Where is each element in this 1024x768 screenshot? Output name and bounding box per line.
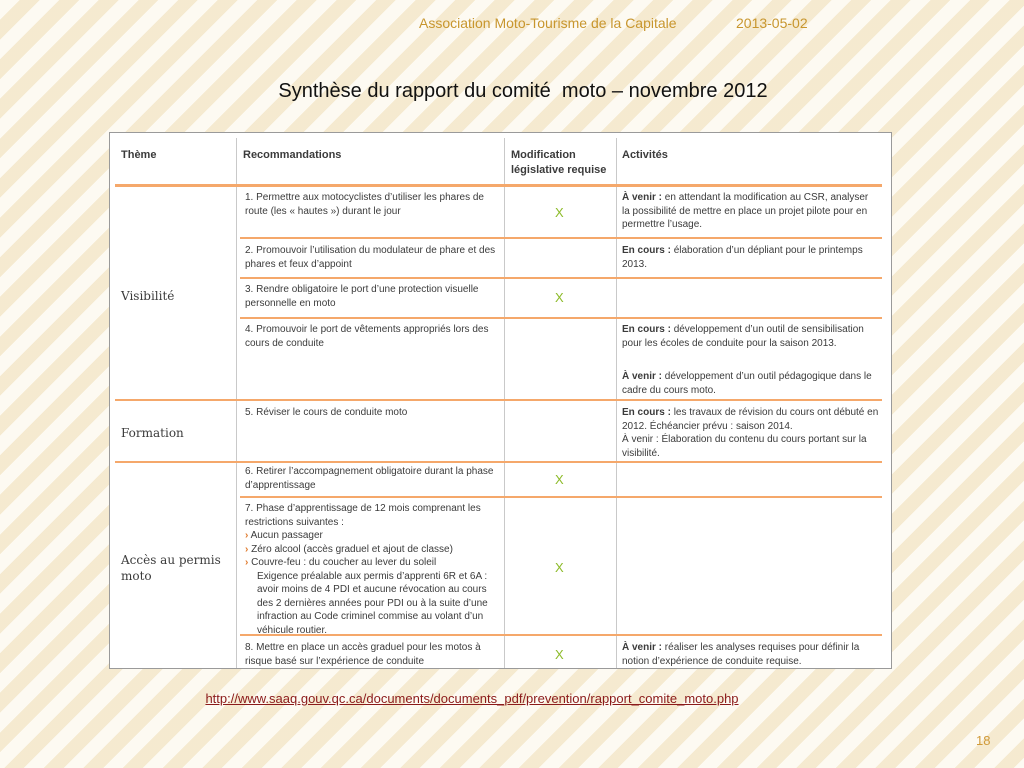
header-activites: Activités bbox=[622, 149, 668, 161]
activity-2 bbox=[622, 244, 872, 271]
recommendation-3: 3. Rendre obligatoire le port d’une protection visuelle personnelle en moto bbox=[245, 284, 479, 309]
column-divider bbox=[616, 138, 617, 669]
activity-4b bbox=[622, 370, 872, 397]
slide-title: Synthèse du rapport du comité moto – novembre 2012 bbox=[278, 80, 768, 102]
recommendation-1: 1. Permettre aux motocyclistes d’utiliser les phares de route (les « hautes ») durant le jour bbox=[245, 192, 484, 217]
header-rule bbox=[115, 184, 882, 187]
list-item: › Couvre-feu : du coucher au lever du soleil bbox=[245, 557, 437, 568]
modification-mark-7: X bbox=[555, 560, 564, 575]
modification-mark-3: X bbox=[555, 290, 564, 305]
header-modification: Modification législative requise bbox=[511, 149, 607, 176]
activity-1 bbox=[622, 191, 872, 232]
row-rule bbox=[240, 237, 882, 239]
recommendation-7-intro: 7. Phase d’apprentissage de 12 mois comprenant les restrictions suivantes : bbox=[245, 503, 481, 528]
section-rule bbox=[115, 461, 882, 463]
row-rule bbox=[240, 496, 882, 498]
activity-status: En cours : bbox=[622, 245, 671, 256]
summary-table-image bbox=[109, 132, 892, 669]
modification-mark-8: X bbox=[555, 647, 564, 662]
row-rule bbox=[240, 277, 882, 279]
activity-text: les travaux de révision du cours ont débuté en 2012. Échéancier prévu : saison 2014. bbox=[622, 407, 879, 432]
activity-text: développement d’un outil pédagogique dans le cadre du cours moto. bbox=[622, 371, 872, 396]
activity-5 bbox=[622, 406, 884, 460]
chevron-right-icon: › bbox=[245, 530, 249, 541]
activity-text: en attendant la modification au CSR, analyser la possibilité de mettre en place un projet pilote pour en permettre l’usage. bbox=[622, 192, 869, 230]
activity-8 bbox=[622, 641, 884, 668]
activity-status: En cours : bbox=[622, 324, 671, 335]
recommendation-2: 2. Promouvoir l’utilisation du modulateur de phare et des phares et feux d’appoint bbox=[245, 245, 496, 270]
theme-acces: Accès au permis moto bbox=[121, 553, 221, 583]
list-item: › Zéro alcool (accès graduel et ajout de classe) bbox=[245, 543, 453, 555]
activity-text: développement d’un outil de sensibilisation pour les écoles de conduite pour la saison 2013. bbox=[622, 324, 864, 349]
header-recommandations: Recommandations bbox=[243, 149, 342, 161]
modification-mark-6: X bbox=[555, 472, 564, 487]
slide-date: 2013-05-02 bbox=[736, 15, 808, 31]
recommendation-4: 4. Promouvoir le port de vêtements appropriés lors des cours de conduite bbox=[245, 324, 489, 349]
list-item: › Aucun passager bbox=[245, 530, 323, 541]
page-number: 18 bbox=[976, 733, 991, 748]
column-divider bbox=[236, 138, 237, 669]
activity-status: En cours : bbox=[622, 407, 671, 418]
chevron-right-icon: › bbox=[245, 557, 249, 568]
theme-formation: Formation bbox=[121, 426, 184, 440]
chevron-right-icon: › bbox=[245, 543, 249, 555]
activity-status: À venir : bbox=[622, 371, 663, 382]
recommendation-7-extra: Exigence préalable aux permis d’apprenti 6R et 6A : avoir moins de 4 PDI et aucune révocation au cours des 2 dernières années pour PDI ou à la suite d’une infraction au Code criminel commise au volant d’un véhicule routier. bbox=[257, 570, 488, 636]
modification-mark-1: X bbox=[555, 205, 564, 220]
activity-text: réaliser les analyses requises pour définir la notion d’expérience de conduite requise. bbox=[622, 642, 860, 667]
source-link[interactable]: http://www.saaq.gouv.qc.ca/documents/documents_pdf/prevention/rapport_comite_moto.php bbox=[205, 691, 739, 706]
activity-text: élaboration d’un dépliant pour le printemps 2013. bbox=[622, 245, 863, 270]
column-divider bbox=[504, 138, 505, 669]
recommendation-5: 5. Réviser le cours de conduite moto bbox=[245, 407, 408, 418]
header-theme: Thème bbox=[121, 149, 157, 161]
recommendation-7 bbox=[245, 502, 500, 637]
recommendation-8: 8. Mettre en place un accès graduel pour les motos à risque basé sur l’expérience de conduite bbox=[245, 642, 481, 667]
recommendation-6: 6. Retirer l’accompagnement obligatoire durant la phase d’apprentissage bbox=[245, 466, 494, 491]
association-name: Association Moto-Tourisme de la Capitale bbox=[419, 15, 677, 31]
row-rule bbox=[240, 317, 882, 319]
activity-4a bbox=[622, 323, 872, 350]
activity-status: À venir : bbox=[622, 642, 663, 653]
activity-text: À venir : Élaboration du contenu du cours portant sur la visibilité. bbox=[622, 434, 867, 459]
theme-visibilite: Visibilité bbox=[121, 289, 175, 303]
activity-status: À venir : bbox=[622, 192, 663, 203]
section-rule bbox=[115, 399, 882, 401]
